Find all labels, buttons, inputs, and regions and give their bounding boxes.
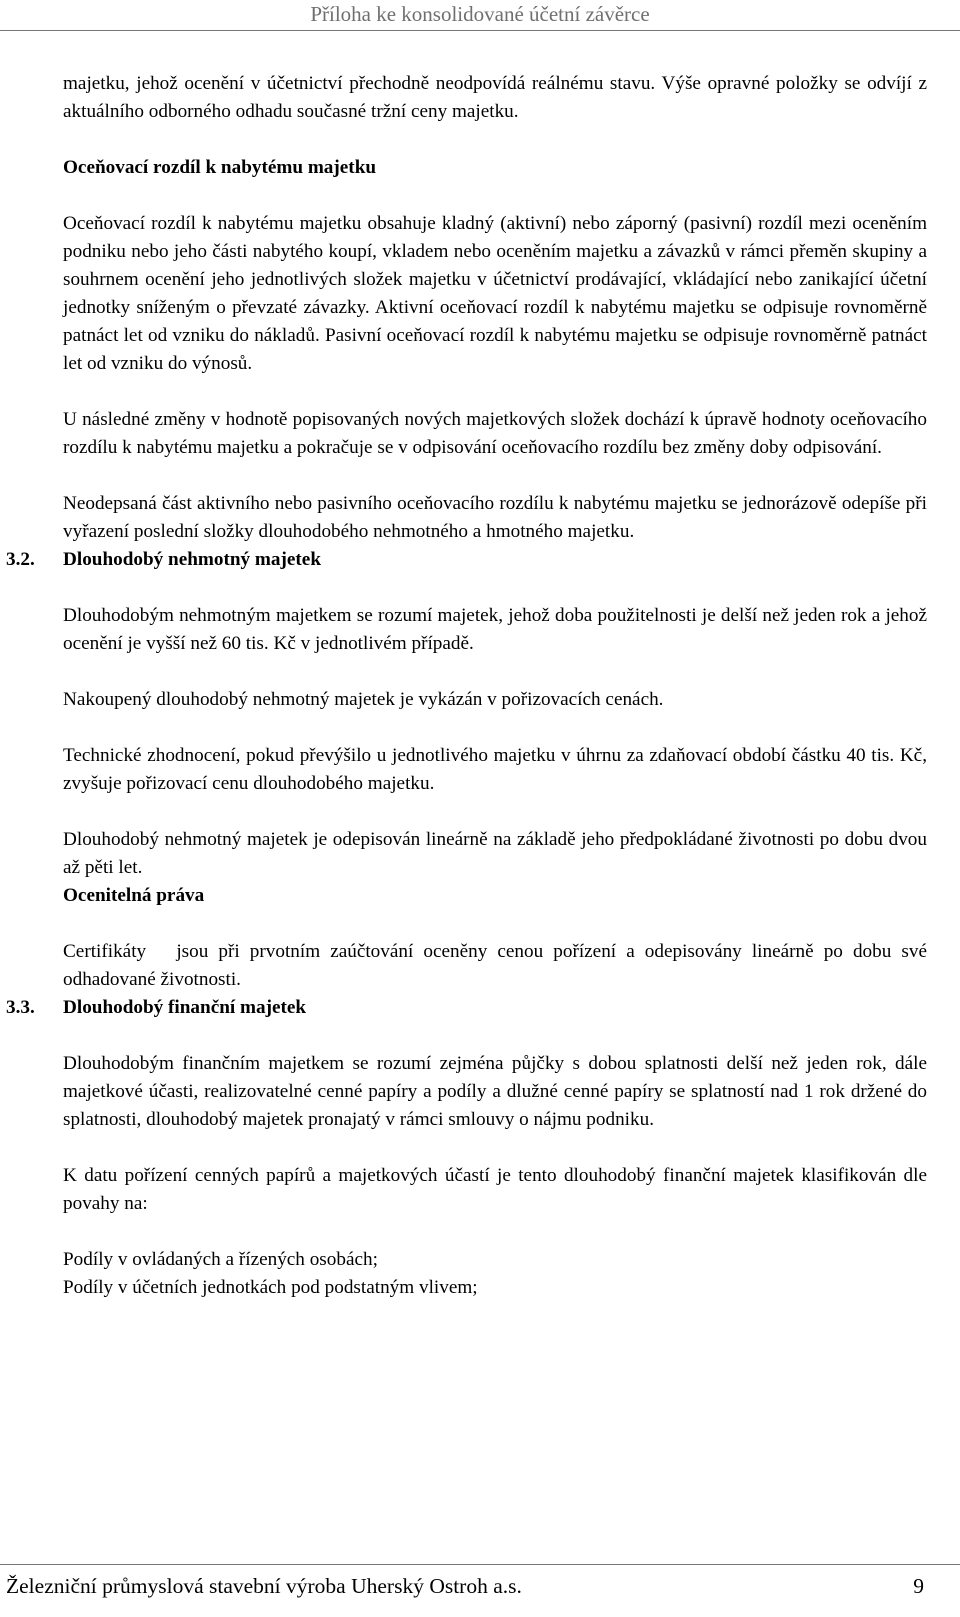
paragraph-intro: majetku, jehož ocenění v účetnictví přechodně neodpovídá reálnému stavu. Výše opravné položky se odvíjí z aktuálního odborného odhadu současné tržní ceny majetku. (63, 73, 927, 122)
page-footer (0, 1564, 960, 1605)
section-number-3-3: 3.3. (6, 997, 35, 1018)
page-header (0, 0, 960, 31)
section-heading-3-3 (6, 994, 927, 1022)
paragraph-33-1: Dlouhodobým finančním majetkem se rozumí zejména půjčky s dobou splatnosti delší než jeden rok, dále majetkové účasti, realizovatelné cenné papíry a podíly a dlužné cenné papíry se splatností nad 1 rok držené do splatnosti, dlouhodobý majetek pronajatý v rámci smlouvy o nájmu podniku. (63, 1053, 927, 1130)
section-title-3-2: Dlouhodobý nehmotný majetek (63, 549, 321, 570)
paragraph-ocenitelna: Certifikáty jsou při prvotním zaúčtování oceněny cenou pořízení a odepisovány lineárně po dobu své odhadované životnosti. (63, 941, 932, 990)
section-number-3-2: 3.2. (6, 549, 35, 570)
section-title-3-3: Dlouhodobý finanční majetek (63, 997, 307, 1018)
paragraph-32-2: Nakoupený dlouhodobý nehmotný majetek je vykázán v pořizovacích cenách. (63, 689, 664, 710)
paragraph-ocenovaci-2: U následné změny v hodnotě popisovaných nových majetkových složek dochází k úpravě hodnoty oceňovacího rozdílu k nabytému majetku a pokračuje se v odpisování oceňovacího rozdílu bez změny doby odpisování. (63, 409, 927, 458)
footer-company: Železniční průmyslová stavební výroba Uherský Ostroh a.s. (6, 1574, 522, 1598)
classification-list (63, 1246, 927, 1302)
page-number: 9 (913, 1574, 924, 1598)
heading-ocenovaci-rozdil: Oceňovací rozdíl k nabytému majetku (63, 157, 377, 178)
paragraph-32-1: Dlouhodobým nehmotným majetkem se rozumí majetek, jehož doba použitelnosti je delší než jeden rok a jehož ocenění je vyšší než 60 tis. Kč v jednotlivém případě. (63, 605, 927, 654)
section-heading-3-2 (6, 546, 927, 574)
paragraph-ocenovaci-1: Oceňovací rozdíl k nabytému majetku obsahuje kladný (aktivní) nebo záporný (pasivní) rozdíl mezi oceněním podniku nebo jeho části nabytého koupí, vkladem nebo oceněním majetku a závazků v rámci přeměn skupiny a souhrnem ocenění jeho jednotlivých složek majetku v účetnictví prodávající, vkládající nebo zanikající účetní jednotky sníženým o převzaté závazky. Aktivní oceňovací rozdíl k nabytému majetku se odpisuje rovnoměrně patnáct let od vzniku do nákladů. Pasivní oceňovací rozdíl k nabytému majetku se odpisuje rovnoměrně patnáct let od vzniku do výnosů. (63, 213, 927, 374)
header-title: Příloha ke konsolidované účetní závěrce (310, 2, 650, 26)
list-item: Podíly v ovládaných a řízených osobách; (63, 1249, 378, 1270)
list-item: Podíly v účetních jednotkách pod podstatným vlivem; (63, 1277, 478, 1298)
paragraph-32-4: Dlouhodobý nehmotný majetek je odepisován lineárně na základě jeho předpokládané životnosti po dobu dvou až pěti let. (63, 829, 937, 878)
paragraph-ocenovaci-3: Neodepsaná část aktivního nebo pasivního oceňovacího rozdílu k nabytému majetku se jednorázově odepíše při vyřazení poslední složky dlouhodobého nehmotného a hmotného majetku. (63, 493, 927, 542)
document-body (6, 70, 937, 1302)
paragraph-32-3: Technické zhodnocení, pokud převýšilo u jednotlivého majetku v úhrnu za zdaňovací období částku 40 tis. Kč, zvyšuje pořizovací cenu dlouhodobého majetku. (63, 745, 927, 794)
heading-ocenitelna-prava: Ocenitelná práva (63, 885, 205, 906)
paragraph-33-2: K datu pořízení cenných papírů a majetkových účastí je tento dlouhodobý finanční majetek klasifikován dle povahy na: (63, 1165, 927, 1214)
